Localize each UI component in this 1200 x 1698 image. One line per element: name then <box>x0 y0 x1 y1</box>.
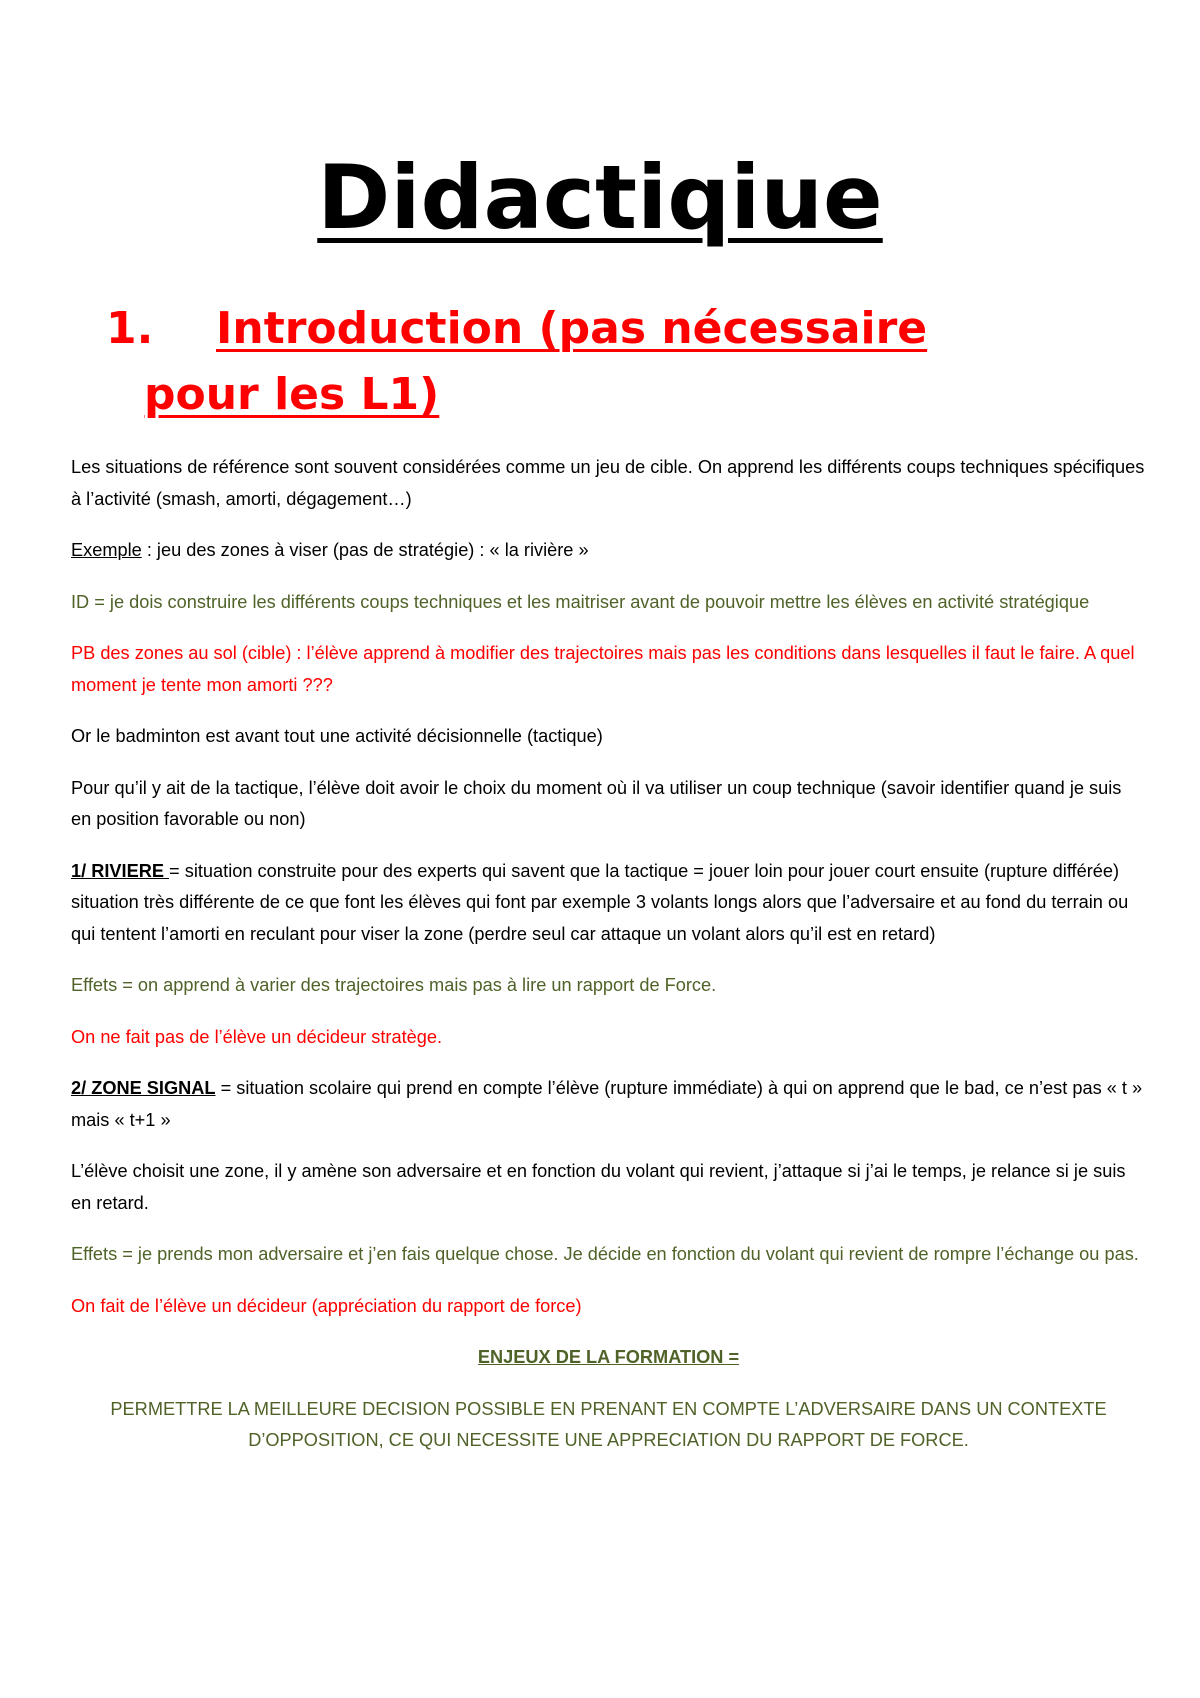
paragraph-effets-2: Effets = je prends mon adversaire et j’en fais quelque chose. Je décide en fonction du volant qui revient de rompre l’échange ou pas. <box>71 1244 1139 1264</box>
paragraph-zone-signal <box>71 1073 1146 1136</box>
zone-signal-text: = situation scolaire qui prend en compte l’élève (rupture immédiate) à qui on apprend que le bad, ce n’est pas « t » mais « t+1 » <box>71 1078 1143 1130</box>
paragraph-riviere <box>71 856 1146 951</box>
paragraph-id: ID = je dois construire les différents coups techniques et les maitriser avant de pouvoir mettre les élèves en activité stratégique <box>71 591 1090 612</box>
paragraph-example <box>71 535 1146 567</box>
riviere-label: 1/ RIVIERE <box>71 860 170 881</box>
zone-signal-label: 2/ ZONE SIGNAL <box>71 1078 216 1098</box>
section-heading-line2: pour les L1) <box>144 369 440 420</box>
document-body <box>71 452 1146 1477</box>
paragraph-intro: Les situations de référence sont souvent considérées comme un jeu de cible. On apprend les différents coups techniques spécifiques à l’activité (smash, amorti, dégagement…) <box>71 457 1145 509</box>
example-text: : jeu des zones à viser (pas de stratégie) : « la rivière » <box>141 540 589 560</box>
enjeux-text: PERMETTRE LA MEILLEURE DECISION POSSIBLE EN PRENANT EN COMPTE L’ADVERSAIRE DANS UN CONTEXTE D’OPPOSITION, CE QUI NECESSITE UNE APPRECIATION DU RAPPORT DE FORCE. <box>110 1398 1107 1450</box>
section-number: 1. <box>106 303 154 354</box>
section-heading-line1: Introduction (pas nécessaire <box>216 303 928 354</box>
paragraph-decideur: On fait de l’élève un décideur (appréciation du rapport de force) <box>71 1295 582 1316</box>
paragraph-choix-zone: L’élève choisit une zone, il y amène son adversaire et en fonction du volant qui revient, j’attaque si j’ai le temps, je relance si je suis en retard. <box>71 1161 1126 1213</box>
example-label: Exemple <box>71 540 142 560</box>
enjeux-title: ENJEUX DE LA FORMATION = <box>477 1347 740 1367</box>
section-heading <box>106 296 1106 428</box>
riviere-text: = situation construite pour des experts qui savent que la tactique = jouer loin pour jouer court ensuite (rupture différée) situation très différente de ce que font les élèves qui font par exemple 3 volants longs alors que l’adversaire et au fond du terrain ou qui tentent l’amorti en reculant pour viser la zone (perdre seul car attaque un volant alors qu’il est en retard) <box>71 860 1129 944</box>
paragraph-strategy: On ne fait pas de l’élève un décideur stratège. <box>71 1026 443 1047</box>
paragraph-tactique: Pour qu’il y ait de la tactique, l’élève doit avoir le choix du moment où il va utiliser un coup technique (savoir identifier quand je suis en position favorable ou non) <box>71 777 1122 829</box>
paragraph-pb: PB des zones au sol (cible) : l’élève apprend à modifier des trajectoires mais pas les conditions dans lesquelles il faut le faire. A quel moment je tente mon amorti ??? <box>71 643 1135 695</box>
paragraph-badminton: Or le badminton est avant tout une activité décisionnelle (tactique) <box>71 726 603 746</box>
paragraph-effets-1: Effets = on apprend à varier des trajectoires mais pas à lire un rapport de Force. <box>71 975 717 995</box>
document-title: Didactiqiue <box>317 146 883 249</box>
